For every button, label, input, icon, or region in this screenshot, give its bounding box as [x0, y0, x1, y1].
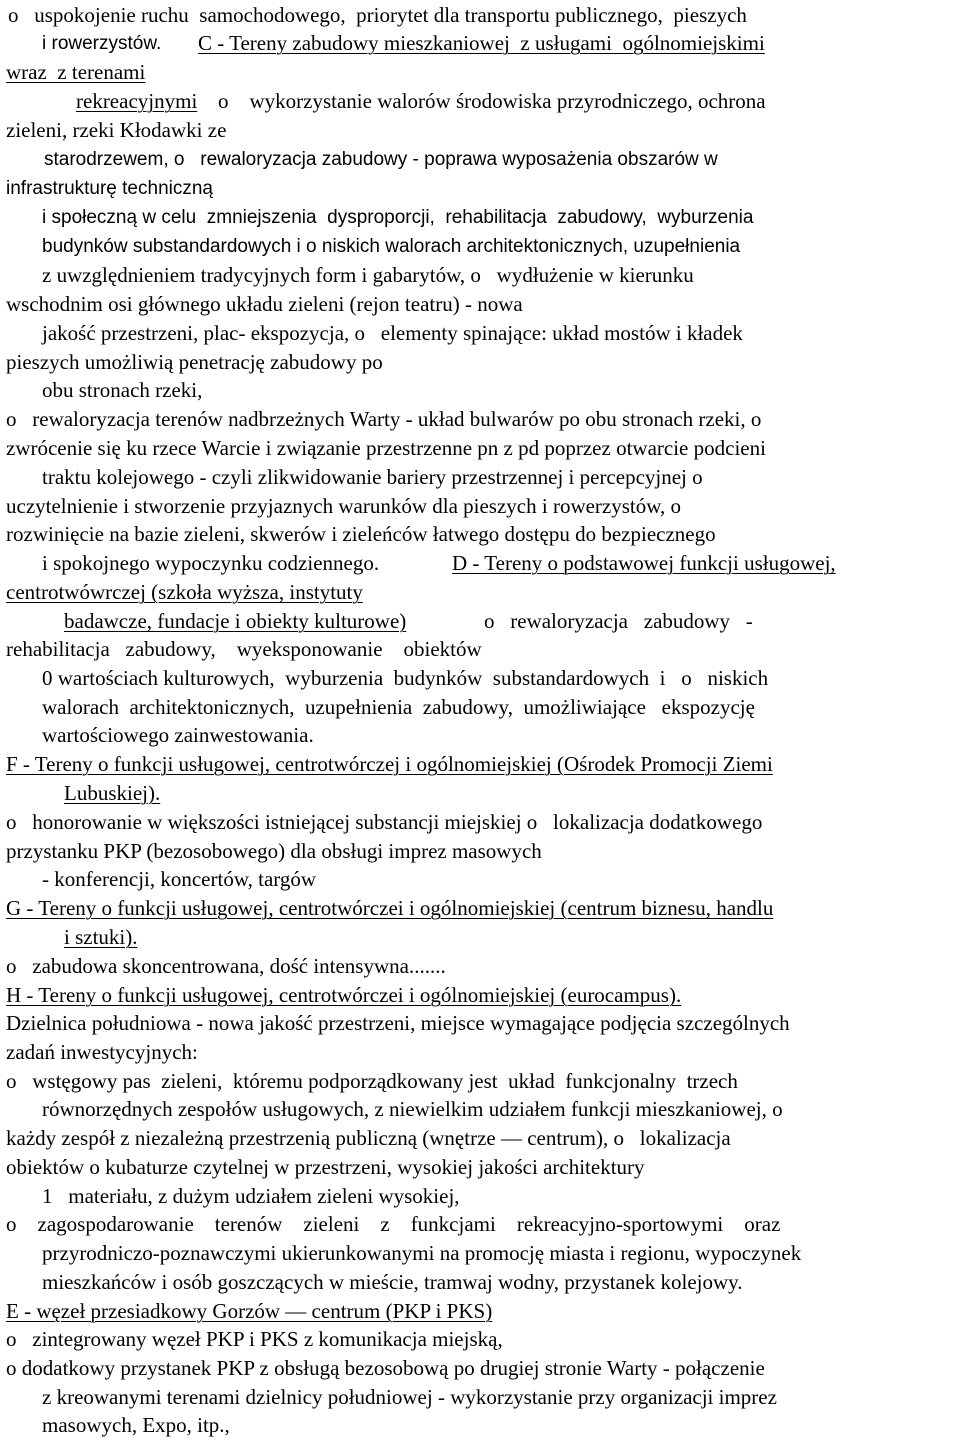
section-heading-g: G - Tereny o funkcji usługowej, centrotwórczei i ogólnomiejskiej (centrum biznesu, handlu: [6, 896, 774, 920]
text-line: o uspokojenie ruchu samochodowego, priorytet dla transportu publicznego, pieszych: [8, 3, 747, 27]
text-line: pieszych umożliwią penetrację zabudowy po: [6, 350, 383, 374]
text-line: infrastrukturę techniczną: [6, 178, 213, 199]
text-line: z kreowanymi terenami dzielnicy południowej - wykorzystanie przy organizacji imprez: [42, 1385, 777, 1409]
text-line: o honorowanie w większości istniejącej substancji miejskiej o lokalizacja dodatkowego: [6, 810, 763, 834]
text-line: o rewaloryzacja zabudowy -: [484, 609, 753, 633]
text-line: zadań inwestycyjnych:: [6, 1040, 198, 1064]
text-line: masowych, Expo, itp.,: [42, 1413, 230, 1437]
text-line: i spokojnego wypoczynku codziennego.: [42, 551, 380, 575]
text-line: 0 wartościach kulturowych, wyburzenia budynków substandardowych i o niskich: [42, 666, 769, 690]
text-line: obu stronach rzeki,: [42, 378, 203, 402]
text-line: budynków substandardowych i o niskich walorach architektonicznych, uzupełnienia: [42, 236, 741, 257]
text-line: o zabudowa skoncentrowana, dość intensywna.......: [6, 954, 446, 978]
section-heading-d: centrotwówrczej (szkoła wyższa, instytuty: [6, 580, 363, 604]
text-line: walorach architektonicznych, uzupełnienia zabudowy, umożliwiające ekspozycję: [42, 695, 755, 719]
text-line: z uwzględnieniem tradycyjnych form i gabarytów, o wydłużenie w kierunku: [42, 263, 694, 287]
section-heading-c: C - Tereny zabudowy mieszkaniowej z usługami ogólnomiejskimi: [198, 31, 765, 55]
text-line: uczytelnienie i stworzenie przyjaznych warunków dla pieszych i rowerzystów, o: [6, 494, 682, 518]
text-line: zieleni, rzeki Kłodawki ze: [6, 118, 227, 142]
text-line: o zintegrowany węzeł PKP i PKS z komunikacja miejską,: [6, 1327, 503, 1351]
text-line: traktu kolejowego - czyli zlikwidowanie bariery przestrzennej i percepcyjnej o: [42, 465, 703, 489]
text-line: równorzędnych zespołów usługowych, z niewielkim udziałem funkcji mieszkaniowej, o: [42, 1097, 783, 1121]
text-line: mieszkańców i osób goszczących w mieście, tramwaj wodny, przystanek kolejowy.: [42, 1270, 743, 1294]
section-heading-c: rekreacyjnymi: [76, 89, 198, 113]
text-line: jakość przestrzeni, plac- ekspozycja, o elementy spinające: układ mostów i kładek: [42, 321, 743, 345]
text-line: wartościowego zainwestowania.: [42, 723, 314, 747]
text-line: o zagospodarowanie terenów zieleni z funkcjami rekreacyjno-sportowymi oraz: [6, 1212, 781, 1236]
section-heading-f: F - Tereny o funkcji usługowej, centrotwórczej i ogólnomiejskiej (Ośrodek Promocji Ziemi: [6, 752, 773, 776]
section-heading-g: i sztuki).: [64, 925, 138, 949]
text-line: Dzielnica południowa - nowa jakość przestrzeni, miejsce wymagające podjęcia szczególnych: [6, 1011, 790, 1035]
section-heading-c: wraz z terenami: [6, 60, 146, 84]
text-line: zwrócenie się ku rzece Warcie i związanie przestrzenne pn z pd poprzez otwarcie podcieni: [6, 436, 766, 460]
text-line: każdy zespół z niezależną przestrzenią publiczną (wnętrze — centrum), o lokalizacja: [6, 1126, 731, 1150]
section-heading-h: H - Tereny o funkcji usługowej, centrotwórczei i ogólnomiejskiej (eurocampus).: [6, 983, 682, 1007]
text-line: obiektów o kubaturze czytelnej w przestrzeni, wysokiej jakości architektury: [6, 1155, 645, 1179]
text-line: rehabilitacja zabudowy, wyeksponowanie obiektów: [6, 637, 482, 661]
text-line: - konferencji, koncertów, targów: [42, 867, 317, 891]
text-line: i rowerzystów.: [42, 33, 162, 54]
text-line: o dodatkowy przystanek PKP z obsługą bezosobową po drugiej stronie Warty - połączenie: [6, 1356, 765, 1380]
text-line: o rewaloryzacja terenów nadbrzeżnych Warty - układ bulwarów po obu stronach rzeki, o: [6, 407, 762, 431]
section-heading-f: Lubuskiej).: [64, 781, 161, 805]
section-heading-d: D - Tereny o podstawowej funkcji usługowej,: [452, 551, 836, 575]
text-line: starodrzewem, o rewaloryzacja zabudowy - poprawa wyposażenia obszarów w: [44, 149, 718, 170]
text-line: przystanku PKP (bezosobowego) dla obsługi imprez masowych: [6, 839, 542, 863]
text-line: o wykorzystanie walorów środowiska przyrodniczego, ochrona: [218, 89, 766, 113]
text-line: rozwinięcie na bazie zieleni, skwerów i zieleńców łatwego dostępu do bezpiecznego: [6, 522, 716, 546]
text-line: i społeczną w celu zmniejszenia dysproporcji, rehabilitacja zabudowy, wyburzenia: [42, 207, 754, 228]
section-heading-e: E - węzeł przesiadkowy Gorzów — centrum (PKP i PKS): [6, 1299, 493, 1323]
text-line: przyrodniczo-poznawczymi ukierunkowanymi na promocję miasta i regionu, wypoczynek: [42, 1241, 802, 1265]
section-heading-d: badawcze, fundacje i obiekty kulturowe): [64, 609, 407, 633]
text-line: 1 materiału, z dużym udziałem zieleni wysokiej,: [42, 1184, 460, 1208]
text-line: wschodnim osi głównego układu zieleni (rejon teatru) - nowa: [6, 292, 523, 316]
text-line: o wstęgowy pas zieleni, któremu podporządkowany jest układ funkcjonalny trzech: [6, 1069, 738, 1093]
